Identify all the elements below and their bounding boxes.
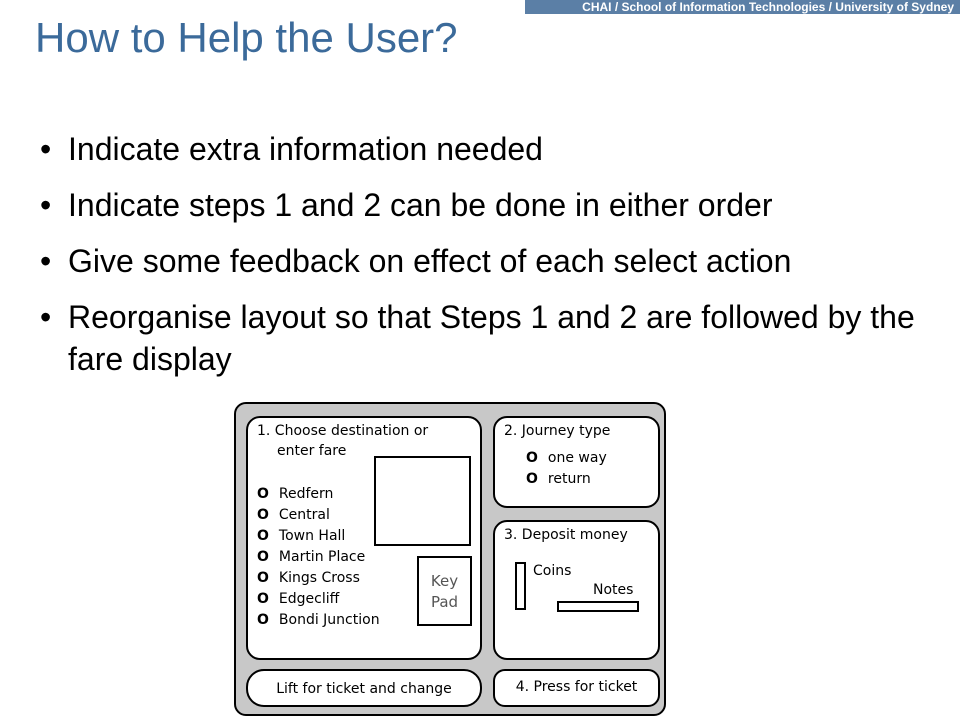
destination-option[interactable] <box>257 547 365 567</box>
bullet-item <box>40 128 940 170</box>
ticket-tray[interactable] <box>246 669 482 707</box>
destination-option-label: Edgecliff <box>278 591 340 607</box>
bullet-item <box>40 296 940 380</box>
journey-type-heading: 2. Journey type <box>504 423 611 439</box>
radio-icon: O <box>257 528 269 544</box>
notes-label: Notes <box>593 582 634 598</box>
destination-option-label: Martin Place <box>278 549 366 565</box>
deposit-panel <box>493 520 660 660</box>
destination-option-label: Redfern <box>278 486 334 502</box>
journey-option[interactable] <box>526 448 607 468</box>
journey-option-label: one way <box>547 450 607 466</box>
radio-icon: O <box>526 471 538 487</box>
destination-option-label: Central <box>278 507 330 523</box>
destination-option[interactable] <box>257 484 333 504</box>
ticket-machine-diagram <box>234 402 666 716</box>
deposit-heading: 3. Deposit money <box>504 527 628 543</box>
destination-panel <box>246 416 482 660</box>
journey-option-label: return <box>547 471 591 487</box>
radio-icon: O <box>257 486 269 502</box>
bullet-dot-icon: • <box>40 187 52 223</box>
slide-title: How to Help the User? <box>35 14 458 61</box>
coins-label: Coins <box>533 563 572 579</box>
bullet-item <box>40 184 940 226</box>
destination-heading: 1. Choose destination or <box>257 423 429 439</box>
destination-option-label: Bondi Junction <box>278 612 380 628</box>
destination-option[interactable] <box>257 610 380 630</box>
bullet-text: Give some feedback on effect of each select action <box>68 243 792 279</box>
bullet-text: Indicate extra information needed <box>68 131 543 167</box>
destination-option[interactable] <box>257 568 360 588</box>
destination-option-label: Town Hall <box>278 528 346 544</box>
note-slot[interactable] <box>557 601 639 612</box>
coin-slot[interactable] <box>515 562 526 610</box>
destination-subheading: enter fare <box>277 443 347 459</box>
header-text: CHAI / School of Information Technologies / University of Sydney <box>582 0 954 14</box>
radio-icon: O <box>257 549 269 565</box>
destination-option[interactable] <box>257 526 345 546</box>
bullet-item <box>40 240 940 282</box>
bullet-list <box>40 128 940 394</box>
header-bar <box>525 0 960 14</box>
destination-option-label: Kings Cross <box>278 570 360 586</box>
bullet-dot-icon: • <box>40 131 52 167</box>
journey-type-panel <box>493 416 660 508</box>
radio-icon: O <box>257 570 269 586</box>
radio-icon: O <box>257 612 269 628</box>
keypad-label-1: Key <box>430 572 459 590</box>
fare-display <box>374 456 471 546</box>
destination-option[interactable] <box>257 505 330 525</box>
radio-icon: O <box>526 450 538 466</box>
radio-icon: O <box>257 591 269 607</box>
bullet-dot-icon: • <box>40 299 52 335</box>
bullet-dot-icon: • <box>40 243 52 279</box>
keypad[interactable] <box>417 556 472 626</box>
bullet-text: Reorganise layout so that Steps 1 and 2 are followed by the fare display <box>68 299 915 377</box>
radio-icon: O <box>257 507 269 523</box>
press-for-ticket-label: 4. Press for ticket <box>515 679 638 695</box>
ticket-tray-label: Lift for ticket and change <box>276 681 452 697</box>
journey-option[interactable] <box>526 469 591 489</box>
bullet-text: Indicate steps 1 and 2 can be done in either order <box>68 187 773 223</box>
keypad-label-2: Pad <box>430 593 459 611</box>
destination-option[interactable] <box>257 589 339 609</box>
press-for-ticket-button[interactable] <box>493 669 660 707</box>
